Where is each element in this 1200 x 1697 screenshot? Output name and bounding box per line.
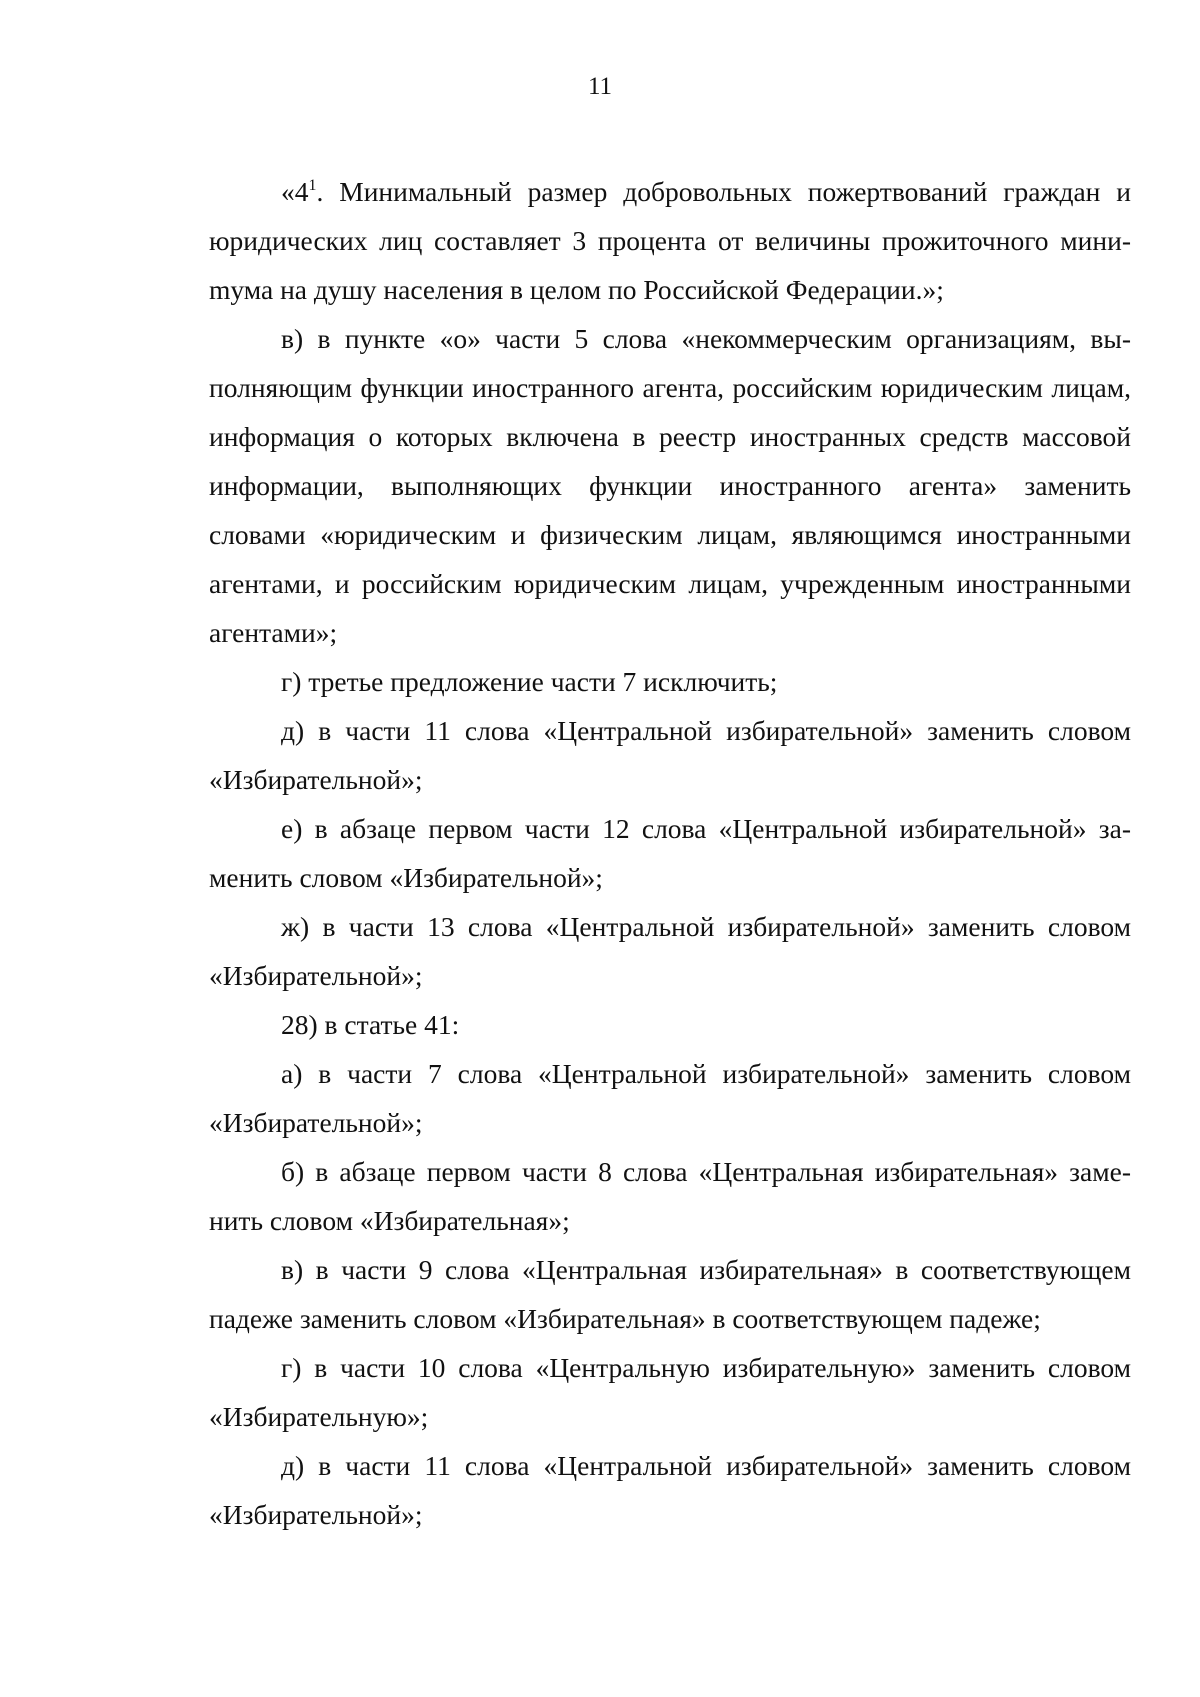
paragraph-text: . Минимальный размер добровольных пожертвований граждан и юридических лиц составляет 3 процента от величины прожиточного миниmума на душу населения в целом по Российской Федерации.»; [209, 176, 1131, 305]
paragraph-item-28: 28) в статье 41: [281, 1009, 460, 1040]
paragraph-item-d-2: д) в части 11 слова «Центральной избирательной» заменить словом «Избирательной»; [209, 1450, 1131, 1530]
paragraph-item-g: г) третье предложение части 7 исключить; [281, 666, 778, 697]
document-body [209, 167, 1131, 1539]
paragraph-item-g-2: г) в части 10 слова «Центральную избирательную» заменить словом «Избирательную»; [209, 1352, 1131, 1432]
paragraph-item-b: б) в абзаце первом части 8 слова «Центральная избирательная» заменить словом «Избирательная»; [209, 1156, 1131, 1236]
paragraph-item-v-2: в) в части 9 слова «Центральная избирательная» в соответствующем падеже заменить словом «Избирательная» в соответствующем падеже; [209, 1254, 1131, 1334]
superscript-index: 1 [308, 177, 317, 194]
paragraph-item-a: а) в части 7 слова «Центральной избирательной» заменить словом «Избирательной»; [209, 1058, 1131, 1138]
page-number: 11 [587, 73, 613, 100]
paragraph-prefix: «4 [281, 176, 309, 207]
paragraph-item-e: е) в абзаце первом части 12 слова «Центральной избирательной» заменить словом «Избирательной»; [209, 813, 1131, 893]
paragraph-item-zh: ж) в части 13 слова «Центральной избирательной» заменить словом «Избирательной»; [209, 911, 1131, 991]
paragraph-4-1 [209, 167, 1131, 314]
paragraph-item-d: д) в части 11 слова «Центральной избирательной» заменить словом «Избирательной»; [209, 715, 1131, 795]
paragraph-item-v: в) в пункте «о» части 5 слова «некоммерческим организациям, выполняющим функции иностранного агента, российским юридическим лицам, информация о которых включена в реестр иностранных средств массовой информации, выполняющих функции иностранного агента» заменить словами «юридическим и физическим лицам, являющимся иностранными агентами, и российским юридическим лицам, учрежденным иностранными агентами»; [209, 323, 1131, 648]
